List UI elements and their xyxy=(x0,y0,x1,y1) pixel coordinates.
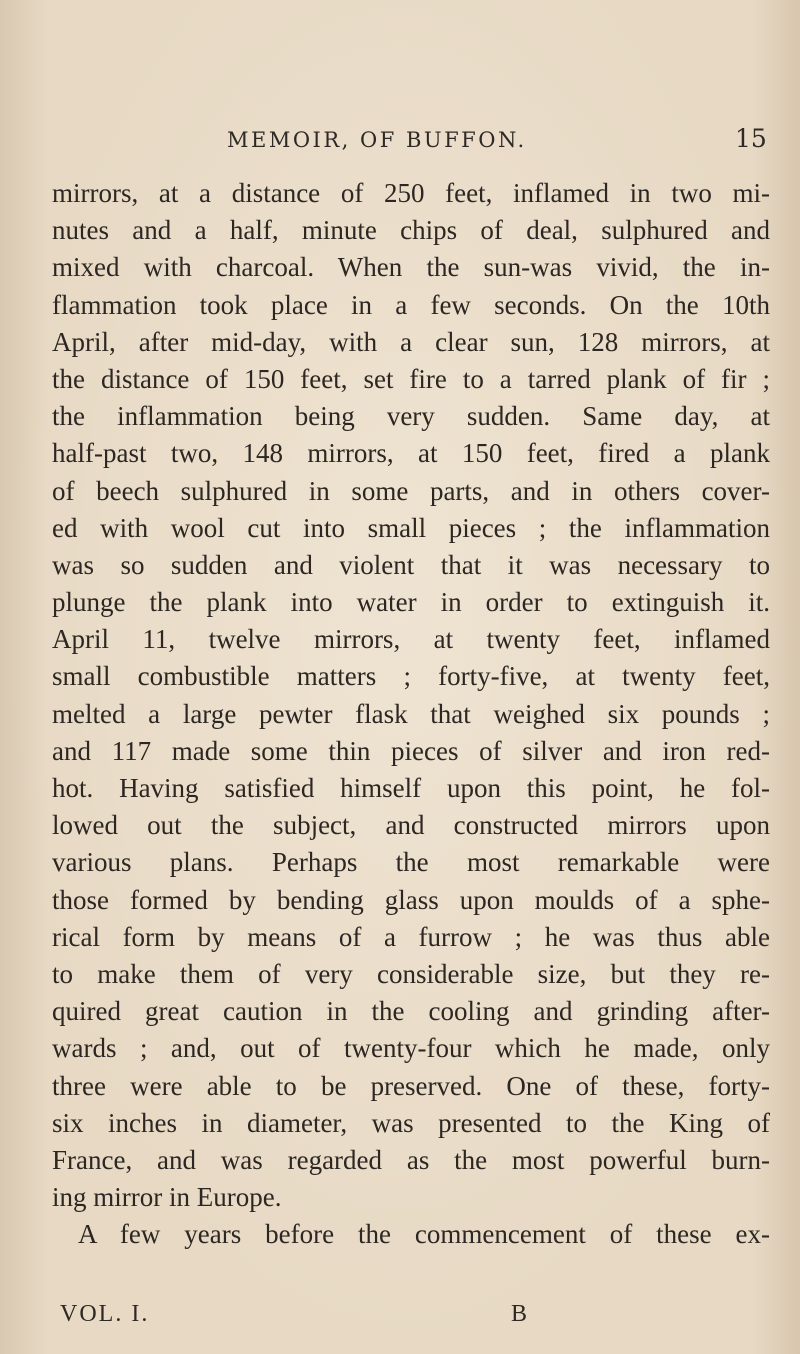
text-line: ed with wool cut into small pieces ; the inflammation xyxy=(52,512,770,543)
running-head xyxy=(0,124,800,162)
text-line: the distance of 150 feet, set fire to a tarred plank of fir ; xyxy=(52,363,770,394)
body-text xyxy=(52,175,770,1253)
text-line: rical form by means of a furrow ; he was thus able xyxy=(52,921,770,952)
text-line: mirrors, at a distance of 250 feet, inflamed in two mi- xyxy=(52,178,770,208)
page-number: 15 xyxy=(735,124,767,153)
text-line: and 117 made some thin pieces of silver and iron red- xyxy=(52,735,770,766)
text-line: six inches in diameter, was presented to the King of xyxy=(52,1107,770,1138)
text-line: flammation took place in a few seconds. On the 10th xyxy=(52,289,770,320)
signature-mark: B xyxy=(511,1301,528,1327)
text-line: three were able to be preserved. One of these, forty- xyxy=(52,1070,770,1101)
text-line: April 11, twelve mirrors, at twenty feet, inflamed xyxy=(52,624,770,655)
text-line: melted a large pewter flask that weighed six pounds ; xyxy=(52,698,770,729)
text-line: various plans. Perhaps the most remarkable were xyxy=(52,847,770,878)
text-line: France, and was regarded as the most powerful burn- xyxy=(52,1144,770,1175)
text-line: small combustible matters ; forty-five, at twenty feet, xyxy=(52,661,770,692)
text-line: plunge the plank into water in order to extinguish it. xyxy=(52,587,770,618)
text-line: the inflammation being very sudden. Same day, at xyxy=(52,401,770,432)
text-line: mixed with charcoal. When the sun-was vivid, the in- xyxy=(52,252,770,283)
signature-volume: VOL. I. xyxy=(60,1301,150,1327)
text-line: nutes and a half, minute chips of deal, sulphured and xyxy=(52,215,770,246)
text-line: hot. Having satisfied himself upon this point, he fol- xyxy=(52,773,770,803)
paragraph-end-line: ing mirror in Europe. xyxy=(52,1182,282,1213)
text-line: was so sudden and violent that it was necessary to xyxy=(52,549,770,580)
paragraph-start-line: A few years before the commencement of these ex- xyxy=(78,1219,770,1250)
signature-line xyxy=(0,1301,800,1335)
text-line: those formed by bending glass upon moulds of a sphe- xyxy=(52,884,770,915)
text-line: lowed out the subject, and constructed mirrors upon xyxy=(52,810,770,841)
text-line: to make them of very considerable size, but they re- xyxy=(52,958,770,989)
text-line: April, after mid-day, with a clear sun, 128 mirrors, at xyxy=(52,326,770,357)
text-line: wards ; and, out of twenty-four which he made, only xyxy=(52,1033,770,1064)
text-line: of beech sulphured in some parts, and in others cover- xyxy=(52,475,770,506)
running-title: MEMOIR, OF BUFFON. xyxy=(227,128,527,152)
text-line: half-past two, 148 mirrors, at 150 feet, fired a plank xyxy=(52,438,770,469)
text-line: quired great caution in the cooling and grinding after- xyxy=(52,996,770,1027)
